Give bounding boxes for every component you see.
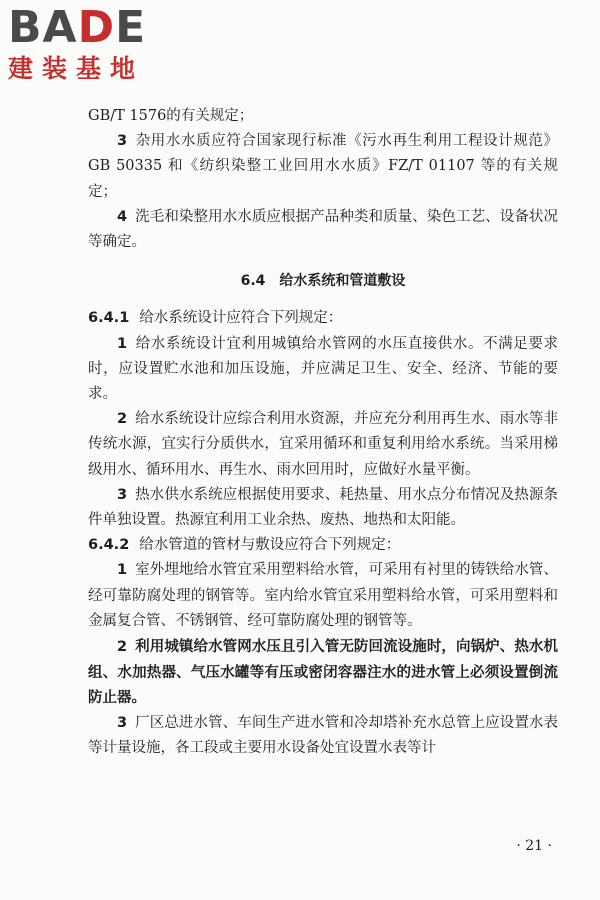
item-number: 4 [117,208,128,225]
item-text: 杂用水水质应符合国家现行标准《污水再生利用工程设计规范》GB 50335 和《纺织染整工业回用水水质》FZ/T 01107 等的有关规定； [88,133,558,200]
item-number: 1 [117,335,128,352]
list-item [88,332,558,408]
clause-number: 6.4.1 [88,310,130,327]
item-text: 利用城镇给水管网水压且引入管无防回流设施时，向锅炉、热水机组、水加热器、气压水罐等有压或密闭容器注水的进水管上必须设置倒流防止器。 [88,638,558,707]
clause [88,533,558,558]
logo-subtitle: 建装基地 [8,54,145,83]
item-number: 2 [117,411,128,428]
bade-logo [8,4,178,84]
logo-wordmark [8,4,178,52]
item-number: 3 [117,133,128,150]
list-item [88,205,558,255]
item-text: 给水系统设计应综合利用水资源，并应充分利用再生水、雨水等非传统水源，宜实行分质供水，宜采用循环和重复利用给水系统。当采用梯级用水、循环用水、再生水、雨水回用时，应做好水量平衡。 [88,411,558,478]
item-number: 2 [117,639,128,656]
list-item [88,129,558,205]
list-item [88,558,558,634]
item-number: 3 [117,486,128,503]
list-item [88,483,558,533]
item-text: 给水系统设计宜利用城镇给水管网的水压直接供水。不满足要求时，应设置贮水池和加压设施，并应满足卫生、安全、经济、节能的要求。 [88,335,558,403]
clause-text: 给水管道的管材与敷设应符合下列规定： [139,537,401,554]
item-number: 1 [117,562,128,579]
item-text: 室外埋地给水管宜采用塑料给水管，可采用有衬里的铸铁给水管、经可靠防腐处理的钢管等。室内给水管宜采用塑料给水管，可采用塑料和金属复合管、不锈钢管、经可靠防腐处理的钢管等。 [88,562,558,629]
logo-word-accent: D [77,2,116,53]
clause-number: 6.4.2 [88,537,130,554]
logo-word-part2: E [115,2,147,53]
list-item [88,711,558,761]
item-text: 洗毛和染整用水水质应根据产品种类和质量、染色工艺、设备状况等确定。 [88,208,558,251]
section-title: 6.4 给水系统和管道敷设 [240,273,406,290]
clause-text: 给水系统设计应符合下列规定： [139,310,343,327]
item-text: 热水供水系统应根据使用要求、耗热量、用水点分布情况及热源条件单独设置。热源宜利用工业余热、废热、地热和太阳能。 [88,486,558,529]
page-number: · 21 · [516,838,552,854]
document-body [88,104,558,761]
clause [88,306,558,331]
list-item-mandatory [88,634,558,711]
item-text: 厂区总进水管、车间生产进水管和冷却塔补充水总管上应设置水表等计量设施，各工段或主要用水设备处宜设置水表等计 [88,714,558,756]
item-number: 3 [117,714,128,731]
list-item [88,407,558,483]
logo-word-part1: BA [8,2,78,53]
continuation-line: GB/T 1576的有关规定； [88,108,254,124]
